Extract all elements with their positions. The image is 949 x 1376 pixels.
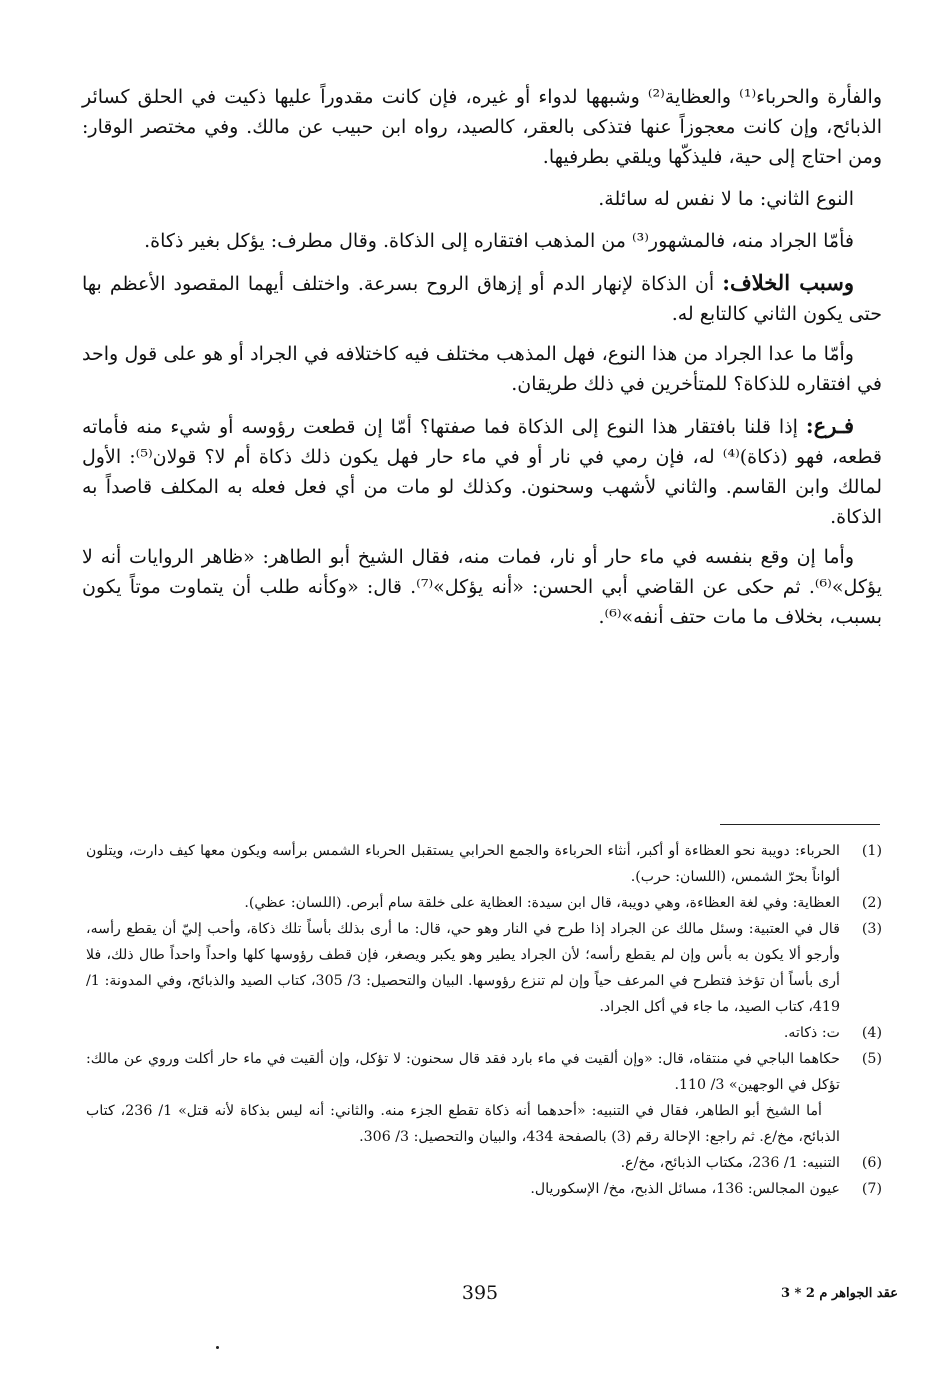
- footnote-text: الحرباء: دويبة نحو العظاءة أو أكبر، أنثاء الحرباءة والجمع الحرابي يستقبل الحرباء الشمس برأسه ويكون معها كيف دارت، ويتلون ألواناً بحرّ الشمس، (اللسان: حرب).: [86, 843, 840, 885]
- section-heading-reason: وسبب الخلاف:: [722, 270, 854, 295]
- page-number: 395: [461, 1282, 499, 1304]
- footnote-text: عيون المجالس: 136، مسائل الذبح، مخ/ الإسكوريال.: [530, 1181, 840, 1197]
- footnote-number: (7): [861, 1181, 882, 1197]
- footnote-7: [86, 1176, 882, 1202]
- footnotes: [86, 838, 882, 1202]
- footnote-text: حكاهما الباجي في منتقاه، قال: «وإن ألقيت في ماء بارد فقد قال سحنون: لا تؤكل، وإن ألقيت في ماء حار أكلت وروي عن مالك: تؤكل في الوجهين» 3/ 110.: [86, 1051, 840, 1093]
- paragraph-6-text: إذا قلنا بافتقار هذا النوع إلى الذكاة فما صفتها؟ أمّا إن قطعت رؤوسه أو شيء منه فأماته قطعه، فهو (ذكاة)⁽⁴⁾ له، فإن رمي في نار أو في ماء حار فهل يكون ذلك ذكاة أم لا؟ قولان⁽⁵⁾: الأول لمالك وابن القاسم. والثاني لأشهب وسحنون. وكذلك لو مات من أي فعل فعله به المكلف قاصداً به الذكاة.: [82, 416, 883, 528]
- footnote-number: (4): [861, 1025, 882, 1041]
- footnote-text: قال في العتبية: وسئل مالك عن الجراد إذا طرح في النار وهو حي، قال: ما أرى بذلك بأساً تلك ذكاة، وأحب إليّ أن يقطع رأسه، وأرجو ألا يكون به بأس وإن لم يقطع رأسه؛ لأن الجراد يطير وهو يكبر ويصغر، فإن قطف رؤوسها كلها واحداً واحداً طال ذلك، فلا أرى بأساً أن تؤخذ فتطرح في المرعف حياً وإن لم تنزع رؤوسها. البيان والتحصيل: 3/ 305، كتاب الصيد والذبائح، وفي المدونة: 1/ 419، كتاب الصيد، ما جاء في أكل الجراد.: [86, 921, 840, 1015]
- footnote-5-continuation: أما الشيخ أبو الطاهر، فقال في التنبيه: «أحدهما أنه ذكاة تقطع الجزء منه. والثاني: أنه ليس بذكاة لأنه قتل» 1/ 236، كتاب الذبائح، مخ/ع. ثم راجع: الإحالة رقم (3) بالصفحة 434، والبيان والتحصيل: 3/ 306.: [86, 1103, 840, 1145]
- footnote-number: (6): [861, 1155, 882, 1171]
- footnote-text: التنبيه: 1/ 236، مكتاب الذبائح، مخ/ع.: [620, 1155, 840, 1171]
- footnote-text: ت: ذكاته.: [783, 1025, 840, 1041]
- footnote-2: [86, 890, 882, 916]
- paragraph-4-text: أن الذكاة لإنهار الدم أو إزهاق الروح بسرعة. واختلف أيهما المقصود الأعظم بها حتى يكون الثاني كالتابع له.: [82, 273, 882, 325]
- main-text: [82, 82, 882, 644]
- footnote-number: (2): [861, 895, 882, 911]
- paragraph-1: والفأرة والحرباء⁽¹⁾ والعظاية⁽²⁾ وشبهها لدواء أو غيره، فإن كانت مقدوراً عليها ذكيت في الحلق كسائر الذبائح، وإن كانت معجوزاً عنها فتذكى بالعقر، كالصيد، رواه ابن حبيب عن مالك. وفي مختصر الوقار: ومن احتاج إلى حية، فليذكّها ويلقي بطرفيها.: [82, 86, 882, 168]
- footnote-divider: [720, 824, 880, 825]
- printer-signature: عقد الجواهر م 2 * 3: [780, 1286, 898, 1301]
- paragraph-7: وأما إن وقع بنفسه في ماء حار أو نار، فمات منه، فقال الشيخ أبو الطاهر: «ظاهر الروايات أنه لا يؤكل»⁽⁶⁾. ثم حكى عن القاضي أبي الحسن: «أنه يؤكل»⁽⁷⁾. قال: «وكأنه طلب أن يتماوت موتاً يكون بسبب، بخلاف ما مات حتف أنفه»⁽⁶⁾.: [82, 546, 882, 628]
- footnote-text: العظاية: وفي لغة العظاءة، وهي دويبة، قال ابن سيدة: العظاية على خلقة سام أبرص. (اللسان: عظي).: [244, 895, 840, 911]
- footnote-6: [86, 1150, 882, 1176]
- paragraph-6: [82, 411, 882, 532]
- footnote-number: (5): [861, 1051, 882, 1067]
- paragraph-3: فأمّا الجراد منه، فالمشهور⁽³⁾ من المذهب افتقاره إلى الذكاة. وقال مطرف: يؤكل بغير ذكاة.: [144, 230, 854, 252]
- section-heading-branch: فـرع:: [805, 413, 854, 438]
- footnote-number: (1): [861, 843, 882, 859]
- footnote-1: [86, 838, 882, 890]
- scan-speck: [216, 1346, 219, 1349]
- paragraph-2: النوع الثاني: ما لا نفس له سائلة.: [598, 188, 854, 210]
- footnote-3: [86, 916, 882, 1020]
- footnote-5: [86, 1046, 882, 1098]
- paragraph-5: وأمّا ما عدا الجراد من هذا النوع، فهل المذهب مختلف فيه كاختلافه في الجراد أو هو على قول واحد في افتقاره للذكاة؟ للمتأخرين في ذلك طريقان.: [82, 343, 882, 395]
- paragraph-4: [82, 268, 882, 329]
- footnote-number: (3): [861, 921, 882, 937]
- footnote-4: [86, 1020, 882, 1046]
